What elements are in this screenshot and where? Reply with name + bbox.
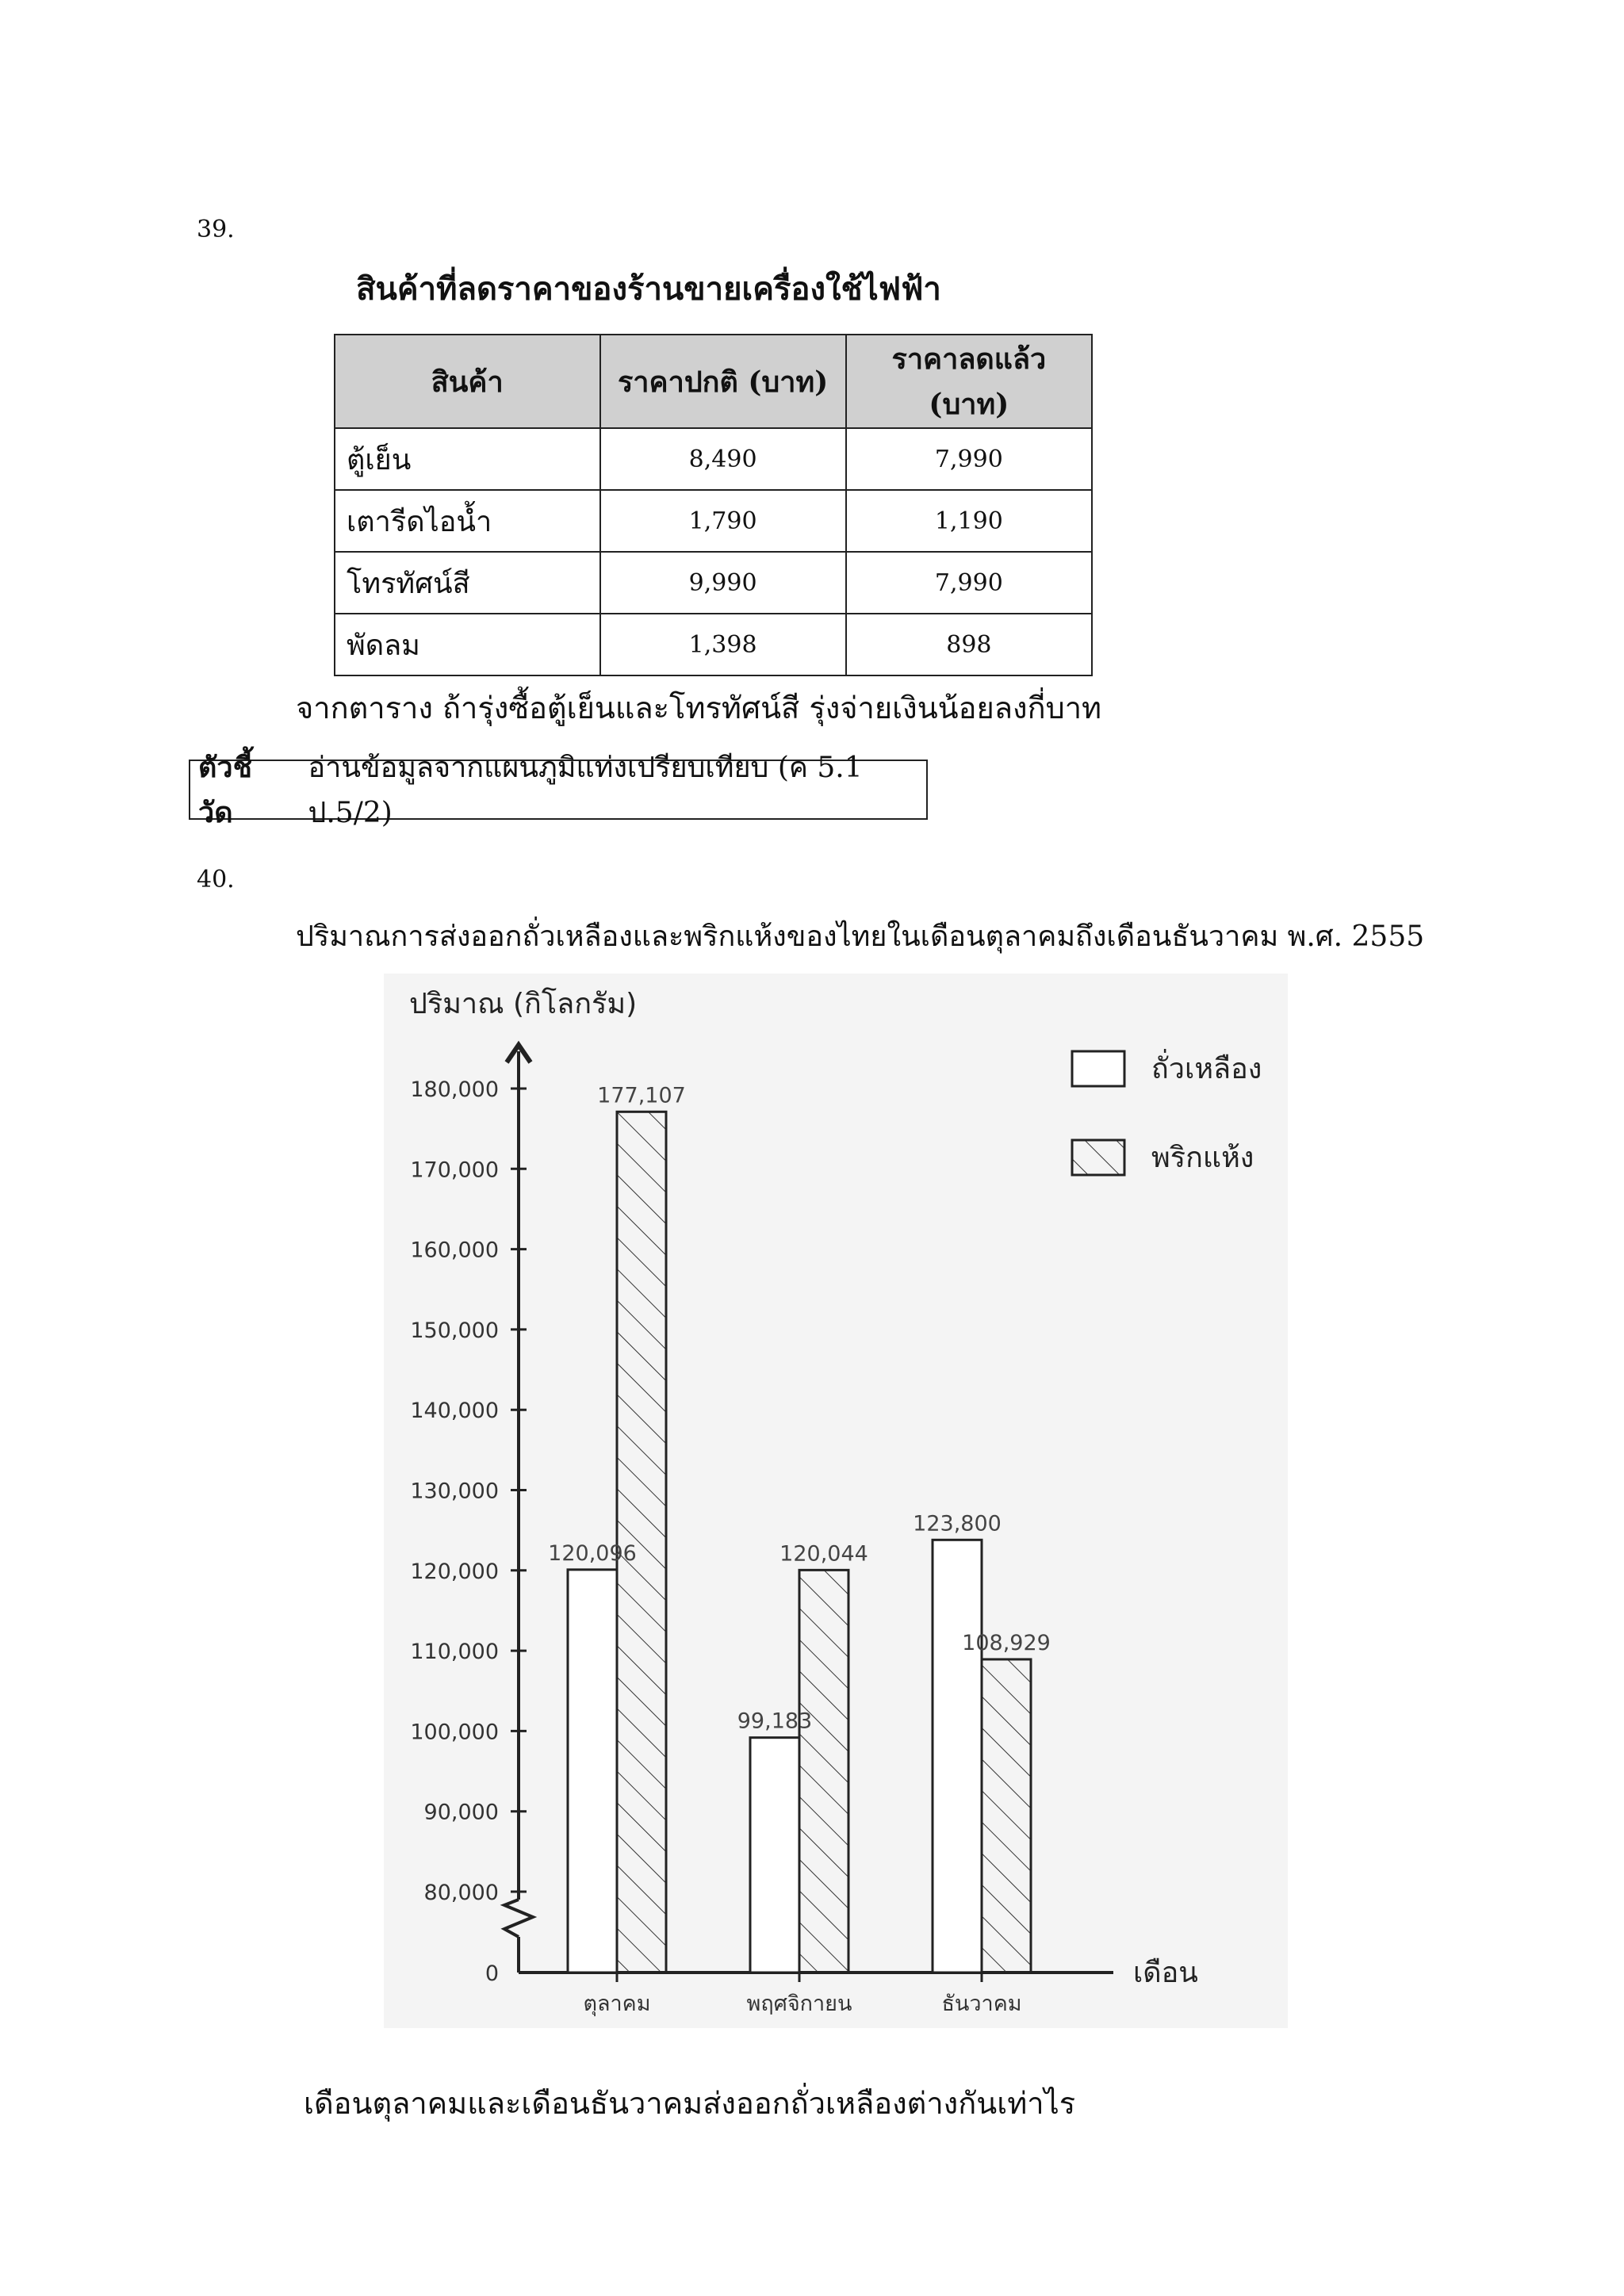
bar-chart-svg [384,974,1288,2028]
y-tick-label: 170,000 [410,1158,499,1183]
axis-break-icon [504,1900,533,1937]
y-tick-label: 150,000 [410,1318,499,1343]
chart-title: ปริมาณการส่งออกถั่วเหลืองและพริกแห้งของไทยในเดือนตุลาคมถึงเดือนธันวาคม พ.ศ. 2555 [296,920,1425,953]
x-axis-label: เดือน [1133,1957,1198,1989]
legend-swatch [1072,1051,1124,1086]
bar-dried-chili [799,1570,848,1973]
y-tick-label: 140,000 [410,1399,499,1424]
bar-soybean [750,1738,799,1973]
x-tick-label: ธันวาคม [941,1992,1022,2016]
question-40-number: 40. [197,866,235,894]
y-tick-label: 120,000 [410,1559,499,1584]
data-label: 177,107 [597,1083,686,1108]
question-40-text: เดือนตุลาคมและเดือนธันวาคมส่งออกถั่วเหลืองต่างกันเท่าไร [304,2086,1076,2121]
indicator-text: อ่านข้อมูลจากแผนภูมิแท่งเปรียบเทียบ (ค 5.1 ป.5/2) [308,752,863,829]
question-39-number: 39. [197,216,235,243]
cell-normal-price: 1,398 [600,614,846,675]
legend-label: พริกแห้ง [1151,1142,1254,1174]
table-title: สินค้าที่ลดราคาของร้านขายเครื่องใช้ไฟฟ้า [356,270,941,308]
y-tick-label: 130,000 [410,1479,499,1504]
cell-discount-price: 898 [846,614,1092,675]
cell-normal-price: 9,990 [600,552,846,614]
cell-discount-price: 7,990 [846,428,1092,490]
legend-swatch [1072,1140,1124,1175]
data-label: 123,800 [913,1511,1002,1536]
table-row [335,428,1092,490]
y-tick-label: 160,000 [410,1238,499,1263]
question-39-text: จากตาราง ถ้ารุ่งซื้อตู้เย็นและโทรทัศน์สี รุ่งจ่ายเงินน้อยลงกี่บาท [296,691,1102,725]
y-tick-label: 90,000 [423,1800,499,1825]
cell-item: พัดลม [335,614,600,675]
y-tick-label: 180,000 [410,1077,499,1102]
indicator-box [189,751,928,829]
table-row [335,614,1092,675]
bar-chart [384,974,1288,2028]
table-header-row [335,335,1092,428]
cell-item: ตู้เย็น [335,428,600,490]
table-row [335,552,1092,614]
x-tick-label: ตุลาคม [583,1992,651,2016]
cell-discount-price: 1,190 [846,490,1092,552]
discount-table [334,334,1093,676]
y-tick-label: 110,000 [410,1640,499,1665]
header-discount-price: ราคาลดแล้ว (บาท) [846,335,1092,428]
data-label: 120,096 [548,1540,637,1566]
cell-item: โทรทัศน์สี [335,552,600,614]
y-axis-label: ปริมาณ (กิโลกรัม) [409,988,638,1020]
x-tick-label: พฤศจิกายน [746,1992,852,2016]
cell-item: เตารีดไอน้ำ [335,490,600,552]
data-label: 99,183 [737,1709,813,1734]
cell-normal-price: 8,490 [600,428,846,490]
header-item: สินค้า [335,335,600,428]
tick-label-zero: 0 [485,1961,499,1986]
bar-soybean [933,1540,982,1973]
table-row [335,490,1092,552]
data-label: 108,929 [962,1630,1051,1655]
data-label: 120,044 [779,1541,868,1567]
header-normal-price: ราคาปกติ (บาท) [600,335,846,428]
y-tick-label: 80,000 [423,1881,499,1905]
y-tick-label: 100,000 [410,1720,499,1745]
bar-dried-chili [982,1659,1031,1973]
bar-soybean [568,1570,617,1973]
legend-label: ถั่วเหลือง [1151,1053,1262,1085]
cell-normal-price: 1,790 [600,490,846,552]
indicator-label: ตัวชี้วัด [198,751,253,829]
cell-discount-price: 7,990 [846,552,1092,614]
